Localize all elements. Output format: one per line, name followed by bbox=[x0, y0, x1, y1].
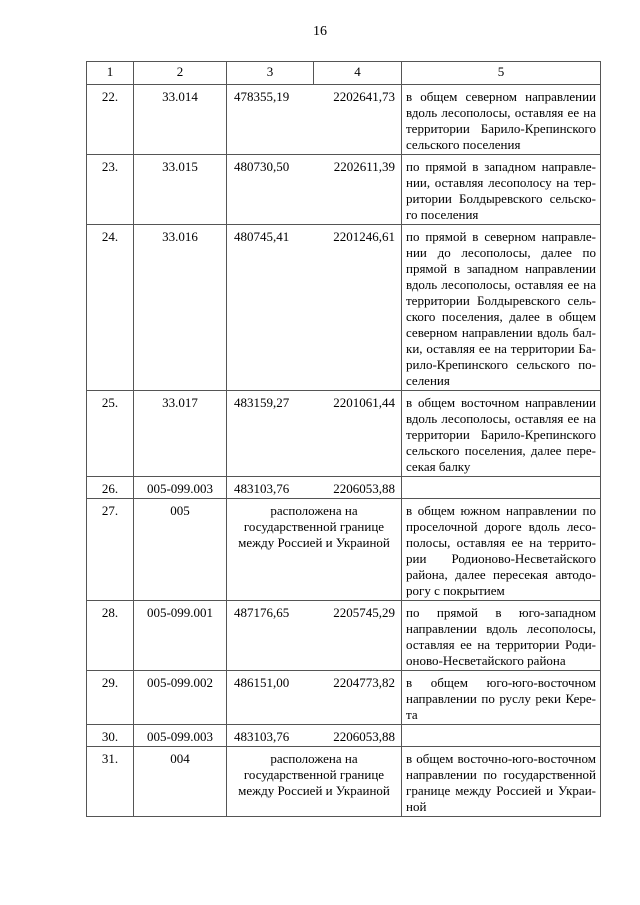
row-number: 22. bbox=[87, 85, 134, 155]
description-line: прямой в западном направлении bbox=[406, 261, 596, 276]
coordinate-pair bbox=[227, 155, 402, 225]
description-line: го поселения bbox=[406, 207, 479, 222]
row-number: 28. bbox=[87, 601, 134, 671]
coordinate-x: 483159,27 bbox=[234, 395, 290, 410]
point-code: 005-099.002 bbox=[134, 671, 227, 725]
column-header: 3 bbox=[227, 62, 314, 85]
row-number: 30. bbox=[87, 725, 134, 747]
boundary-description bbox=[402, 725, 601, 747]
coordinate-y: 2205745,29 bbox=[333, 605, 395, 620]
coordinate-x: 480730,50 bbox=[234, 159, 290, 174]
coordinate-pair bbox=[227, 725, 402, 747]
table-row bbox=[87, 725, 601, 747]
border-location-note: расположена на государственной границе между Россией и Украиной bbox=[227, 747, 402, 817]
table-row bbox=[87, 671, 601, 725]
description-line: рии Родионово-Несветайского bbox=[406, 551, 596, 566]
coordinate-y: 2202611,39 bbox=[333, 159, 395, 174]
coordinate-x: 483103,76 bbox=[234, 481, 290, 496]
coordinate-x: 487176,65 bbox=[234, 605, 290, 620]
boundary-description bbox=[402, 747, 601, 817]
coordinate-pair bbox=[227, 85, 402, 155]
description-line: вдоль лесополосы, оставляя ее на bbox=[406, 277, 596, 292]
description-line: района, далее пересекая автодо- bbox=[406, 567, 596, 582]
description-line: нии до лесополосы, далее по bbox=[406, 245, 596, 260]
table-row bbox=[87, 85, 601, 155]
description-line: в общем восточно-юго-восточном bbox=[406, 751, 596, 766]
coordinate-y: 2201246,61 bbox=[333, 229, 395, 244]
point-code: 005 bbox=[134, 499, 227, 601]
column-header: 2 bbox=[134, 62, 227, 85]
point-code: 33.016 bbox=[134, 225, 227, 391]
row-number: 25. bbox=[87, 391, 134, 477]
row-number: 26. bbox=[87, 477, 134, 499]
boundary-description bbox=[402, 477, 601, 499]
coordinate-pair bbox=[227, 391, 402, 477]
description-line: направлении по государственной bbox=[406, 767, 596, 782]
coordinate-y: 2206053,88 bbox=[333, 481, 395, 496]
description-line: сельского поселения, далее пере- bbox=[406, 443, 596, 458]
row-number: 29. bbox=[87, 671, 134, 725]
coordinate-y: 2206053,88 bbox=[333, 729, 395, 744]
description-line: оставляя ее на территории Роди- bbox=[406, 637, 596, 652]
point-code: 33.015 bbox=[134, 155, 227, 225]
coordinate-pair bbox=[227, 601, 402, 671]
description-line: в общем южном направлении по bbox=[406, 503, 596, 518]
coordinate-pair bbox=[227, 225, 402, 391]
point-code: 005-099.001 bbox=[134, 601, 227, 671]
description-line: направлении по руслу реки Кере- bbox=[406, 691, 596, 706]
description-line: та bbox=[406, 707, 418, 722]
border-location-note: расположена на государственной границе между Россией и Украиной bbox=[227, 499, 402, 601]
boundary-description bbox=[402, 85, 601, 155]
description-line: рило-Крепинского сельского по- bbox=[406, 357, 596, 372]
point-code: 005-099.003 bbox=[134, 725, 227, 747]
description-line: ки, оставляя ее на территории Ба- bbox=[406, 341, 596, 356]
page-number: 16 bbox=[313, 24, 327, 39]
boundary-description bbox=[402, 225, 601, 391]
description-line: нии, оставляя лесополосу на тер- bbox=[406, 175, 596, 190]
description-line: направлении вдоль лесополосы, bbox=[406, 621, 596, 636]
point-code: 005-099.003 bbox=[134, 477, 227, 499]
description-line: проселочной дороге вдоль лесо- bbox=[406, 519, 596, 534]
point-code: 004 bbox=[134, 747, 227, 817]
table-row bbox=[87, 477, 601, 499]
boundary-description bbox=[402, 499, 601, 601]
description-line: в общем юго-юго-восточном bbox=[406, 675, 596, 690]
description-line: в общем северном направлении bbox=[406, 89, 596, 104]
table-row bbox=[87, 601, 601, 671]
coordinate-y: 2202641,73 bbox=[333, 89, 395, 104]
description-line: в общем восточном направлении bbox=[406, 395, 596, 410]
description-line: оново-Несветайского района bbox=[406, 653, 566, 668]
table-row bbox=[87, 225, 601, 391]
row-number: 27. bbox=[87, 499, 134, 601]
description-line: территории Барило-Крепинского bbox=[406, 121, 596, 136]
description-line: границе между Россией и Украи- bbox=[406, 783, 596, 798]
point-code: 33.014 bbox=[134, 85, 227, 155]
row-number: 23. bbox=[87, 155, 134, 225]
description-line: селения bbox=[406, 373, 450, 388]
coordinate-x: 480745,41 bbox=[234, 229, 290, 244]
table-header-row bbox=[87, 62, 601, 85]
description-line: ной bbox=[406, 799, 427, 814]
coordinate-pair bbox=[227, 477, 402, 499]
description-line: по прямой в северном направле- bbox=[406, 229, 596, 244]
description-line: рогу с покрытием bbox=[406, 583, 505, 598]
description-line: ского поселения, далее в общем bbox=[406, 309, 596, 324]
description-line: полосы, оставляя ее на террито- bbox=[406, 535, 596, 550]
description-line: сельского поселения bbox=[406, 137, 521, 152]
boundary-description bbox=[402, 391, 601, 477]
table-row bbox=[87, 747, 601, 817]
boundary-table bbox=[86, 61, 601, 817]
coordinate-y: 2204773,82 bbox=[333, 675, 395, 690]
column-header: 5 bbox=[402, 62, 601, 85]
boundary-description bbox=[402, 601, 601, 671]
table-row bbox=[87, 155, 601, 225]
description-line: территории Барило-Крепинского bbox=[406, 427, 596, 442]
coordinate-x: 486151,00 bbox=[234, 675, 290, 690]
description-line: территории Болдыревского сель- bbox=[406, 293, 596, 308]
table-body bbox=[87, 85, 601, 817]
description-line: вдоль лесополосы, оставляя ее на bbox=[406, 411, 596, 426]
point-code: 33.017 bbox=[134, 391, 227, 477]
column-header: 4 bbox=[314, 62, 402, 85]
column-header: 1 bbox=[87, 62, 134, 85]
coordinate-x: 483103,76 bbox=[234, 729, 290, 744]
coordinate-y: 2201061,44 bbox=[333, 395, 395, 410]
coordinate-pair bbox=[227, 671, 402, 725]
table-row bbox=[87, 391, 601, 477]
boundary-description bbox=[402, 671, 601, 725]
description-line: секая балку bbox=[406, 459, 471, 474]
row-number: 24. bbox=[87, 225, 134, 391]
table-row bbox=[87, 499, 601, 601]
description-line: по прямой в западном направле- bbox=[406, 159, 596, 174]
description-line: северном направлении вдоль бал- bbox=[406, 325, 596, 340]
boundary-description bbox=[402, 155, 601, 225]
coordinate-x: 478355,19 bbox=[234, 89, 290, 104]
row-number: 31. bbox=[87, 747, 134, 817]
description-line: по прямой в юго-западном bbox=[406, 605, 596, 620]
description-line: ритории Болдыревского сельско- bbox=[406, 191, 596, 206]
description-line: вдоль лесополосы, оставляя ее на bbox=[406, 105, 596, 120]
